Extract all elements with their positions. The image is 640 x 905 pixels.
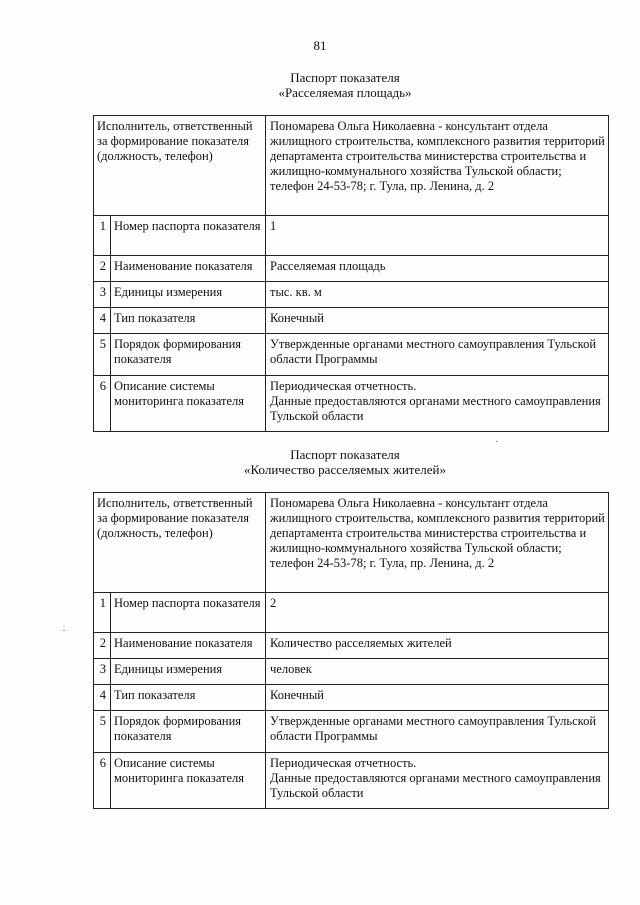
- table-row: [94, 282, 609, 308]
- row-value: тыс. кв. м: [266, 282, 609, 308]
- table-row: [94, 216, 609, 256]
- row-number: 2: [94, 633, 111, 659]
- row-number: 6: [94, 376, 111, 432]
- row-value: Количество расселяемых жителей: [266, 633, 609, 659]
- table-row: [94, 685, 609, 711]
- row-number: 3: [94, 282, 111, 308]
- row-label: Номер паспорта показателя: [111, 593, 266, 633]
- passport-title-line1: Паспорт показателя: [290, 447, 400, 462]
- passport-title-line2: «Расселяемая площадь»: [278, 85, 412, 100]
- passport-2-title: [0, 447, 640, 477]
- row-number: 4: [94, 685, 111, 711]
- row-value-line: Данные предоставляются органами местного самоуправления Тульской области: [270, 771, 601, 800]
- row-label: Порядок формирования показателя: [111, 711, 266, 753]
- row-number: 2: [94, 256, 111, 282]
- row-value: Расселяемая площадь: [266, 256, 609, 282]
- passport-1-title: [0, 70, 640, 100]
- row-value: 1: [266, 216, 609, 256]
- executor-label: Исполнитель, ответственный за формирование показателя (должность, телефон): [94, 116, 266, 216]
- table-row: [94, 593, 609, 633]
- row-number: 3: [94, 659, 111, 685]
- passport-title-line2: «Количество расселяемых жителей»: [244, 462, 446, 477]
- row-value: человек: [266, 659, 609, 685]
- table-row: [94, 376, 609, 432]
- row-number: 1: [94, 593, 111, 633]
- row-label: Тип показателя: [111, 685, 266, 711]
- passport-title-line1: Паспорт показателя: [290, 70, 400, 85]
- row-value: Утвержденные органами местного самоуправления Тульской области Программы: [266, 334, 609, 376]
- row-label: Описание системы мониторинга показателя: [111, 753, 266, 809]
- row-value-line: Данные предоставляются органами местного самоуправления Тульской области: [270, 394, 601, 423]
- scan-speck: [496, 441, 498, 442]
- executor-value: Пономарева Ольга Николаевна - консультант отдела жилищного строительства, комплексного развития территорий департамента строительства министерства строительства и жилищно-коммунального хозяйства Тульской области; телефон 24-53-78; г. Тула, пр. Ленина, д. 2: [266, 116, 609, 216]
- row-label: Наименование показателя: [111, 256, 266, 282]
- table-row: [94, 753, 609, 809]
- row-label: Наименование показателя: [111, 633, 266, 659]
- table-row: [94, 711, 609, 753]
- row-label: Описание системы мониторинга показателя: [111, 376, 266, 432]
- table-row: [94, 493, 609, 593]
- row-number: 5: [94, 711, 111, 753]
- table-row: [94, 116, 609, 216]
- scan-speck: [63, 630, 65, 631]
- row-value: Конечный: [266, 685, 609, 711]
- page-number: 81: [313, 38, 327, 53]
- row-label: Единицы измерения: [111, 282, 266, 308]
- row-value-line: Периодическая отчетность.: [270, 756, 417, 770]
- table-row: [94, 256, 609, 282]
- row-label: Единицы измерения: [111, 659, 266, 685]
- row-label: Тип показателя: [111, 308, 266, 334]
- row-label: Порядок формирования показателя: [111, 334, 266, 376]
- table-row: [94, 659, 609, 685]
- row-value: [266, 376, 609, 432]
- row-number: 5: [94, 334, 111, 376]
- row-value: [266, 753, 609, 809]
- row-value-line: Периодическая отчетность.: [270, 379, 417, 393]
- row-number: 4: [94, 308, 111, 334]
- table-row: [94, 633, 609, 659]
- row-label: Номер паспорта показателя: [111, 216, 266, 256]
- passport-table-2: [93, 492, 609, 809]
- row-value: Конечный: [266, 308, 609, 334]
- row-value: 2: [266, 593, 609, 633]
- table-row: [94, 334, 609, 376]
- executor-label: Исполнитель, ответственный за формирование показателя (должность, телефон): [94, 493, 266, 593]
- row-value: Утвержденные органами местного самоуправления Тульской области Программы: [266, 711, 609, 753]
- table-row: [94, 308, 609, 334]
- executor-value: Пономарева Ольга Николаевна - консультант отдела жилищного строительства, комплексного развития территорий департамента строительства министерства строительства и жилищно-коммунального хозяйства Тульской области; телефон 24-53-78; г. Тула, пр. Ленина, д. 2: [266, 493, 609, 593]
- passport-table-1: [93, 115, 609, 432]
- row-number: 6: [94, 753, 111, 809]
- row-number: 1: [94, 216, 111, 256]
